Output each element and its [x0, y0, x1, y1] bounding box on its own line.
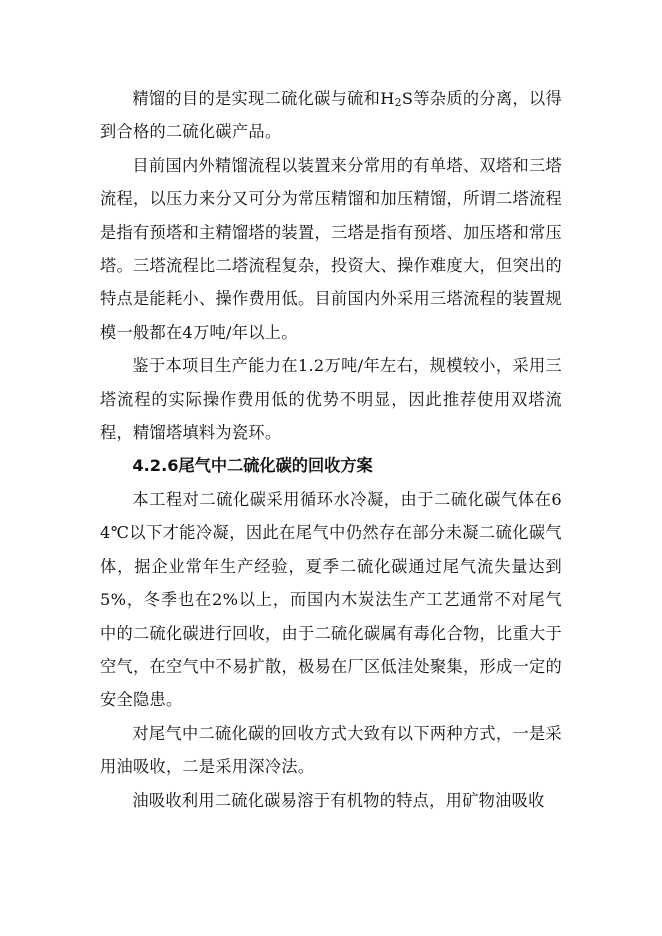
- paragraph-tail-gas: 本工程对二硫化碳采用循环水冷凝，由于二硫化碳气体在64℃以下才能冷凝，因此在尾气中仍然存在部分未凝二硫化碳气体，据企业常年生产经验，夏季二硫化碳通过尾气流失量达到5%，冬季也在2%以上，而国内木炭法生产工艺通常不对尾气中的二硫化碳进行回收，由于二硫化碳属有毒化合物，比重大于空气，在空气中不易扩散，极易在厂区低洼处聚集，形成一定的安全隐患。: [100, 489, 562, 710]
- paragraph-recommendation: 鉴于本项目生产能力在1.2万吨/年左右，规模较小，采用三塔流程的实际操作费用低的优势不明显，因此推荐使用双塔流程，精馏塔填料为瓷环。: [100, 356, 562, 443]
- paragraph-oil-absorption: 油吸收利用二硫化碳易溶于有机物的特点，用矿物油吸收: [132, 790, 545, 810]
- section-heading: 4.2.6尾气中二硫化碳的回收方案: [132, 456, 373, 476]
- paragraph-text: S等杂质的分离，以得到合格的二硫化碳产品。: [100, 89, 562, 142]
- document-body: [100, 82, 562, 817]
- paragraph-recovery-methods: 对尾气中二硫化碳的回收方式大致有以下两种方式，一是采用油吸收，二是采用深冷法。: [100, 723, 562, 777]
- paragraph-distillation-purpose: [100, 82, 562, 149]
- subscript: 2: [394, 96, 402, 109]
- paragraph-text: 精馏的目的是实现二硫化碳与硫和H: [132, 89, 395, 108]
- paragraph-distillation-process: 目前国内外精馏流程以装置来分常用的有单塔、双塔和三塔流程，以压力来分又可分为常压精馏和加压精馏，所谓二塔流程是指有预塔和主精馏塔的装置，三塔是指有预塔、加压塔和常压塔。三塔流程比二塔流程复杂，投资大、操作难度大，但突出的特点是能耗小、操作费用低。目前国内外采用三塔流程的装置规模一般都在4万吨/年以上。: [100, 155, 562, 342]
